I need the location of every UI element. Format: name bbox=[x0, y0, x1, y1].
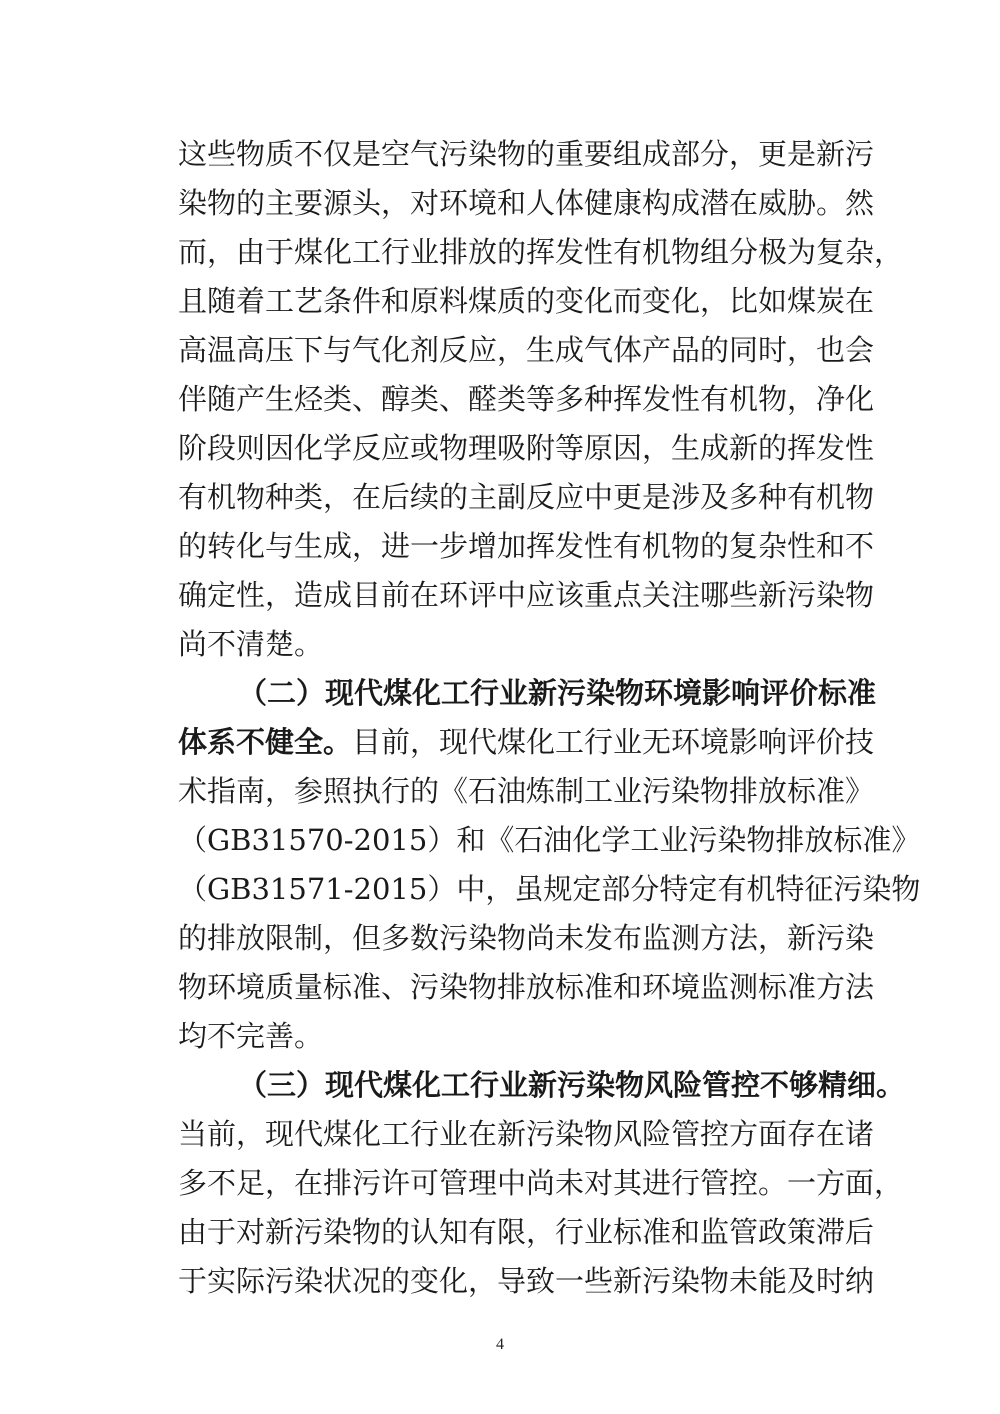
body-line: 多不足，在排污许可管理中尚未对其进行管控。一方面， bbox=[178, 1166, 904, 1200]
section-heading-continued: 体系不健全。 bbox=[178, 725, 353, 759]
body-line: 而，由于煤化工行业排放的挥发性有机物组分极为复杂， bbox=[178, 235, 904, 269]
body-line: （GB31570-2015）和《石油化学工业污染物排放标准》 bbox=[178, 823, 921, 857]
body-line: 阶段则因化学反应或物理吸附等原因，生成新的挥发性 bbox=[178, 431, 875, 465]
body-line: 尚不清楚。 bbox=[178, 627, 324, 661]
body-line: 的排放限制，但多数污染物尚未发布监测方法，新污染 bbox=[178, 921, 875, 955]
body-line: 这些物质不仅是空气污染物的重要组成部分，更是新污 bbox=[178, 137, 875, 171]
body-line: 由于对新污染物的认知有限，行业标准和监管政策滞后 bbox=[178, 1215, 875, 1249]
body-line: 确定性，造成目前在环评中应该重点关注哪些新污染物 bbox=[178, 578, 875, 612]
body-line: 均不完善。 bbox=[178, 1019, 324, 1053]
section-heading: （三）现代煤化工行业新污染物风险管控不够精细。 bbox=[238, 1068, 906, 1102]
body-line bbox=[178, 722, 875, 762]
body-line: 高温高压下与气化剂反应，生成气体产品的同时，也会 bbox=[178, 333, 875, 367]
section-heading: （二）现代煤化工行业新污染物环境影响评价标准 bbox=[238, 676, 877, 710]
body-line: 伴随产生烃类、醇类、醛类等多种挥发性有机物，净化 bbox=[178, 382, 875, 416]
body-line: 的转化与生成，进一步增加挥发性有机物的复杂性和不 bbox=[178, 529, 875, 563]
body-line: 于实际污染状况的变化，导致一些新污染物未能及时纳 bbox=[178, 1264, 875, 1298]
body-line: 术指南，参照执行的《石油炼制工业污染物排放标准》 bbox=[178, 774, 875, 808]
body-line: 有机物种类，在后续的主副反应中更是涉及多种有机物 bbox=[178, 480, 875, 514]
body-line: 物环境质量标准、污染物排放标准和环境监测标准方法 bbox=[178, 970, 875, 1004]
page-number: 4 bbox=[496, 1336, 504, 1353]
body-text: 目前，现代煤化工行业无环境影响评价技 bbox=[352, 725, 875, 759]
body-line: 且随着工艺条件和原料煤质的变化而变化，比如煤炭在 bbox=[178, 284, 875, 318]
body-line: 当前，现代煤化工行业在新污染物风险管控方面存在诸 bbox=[178, 1117, 875, 1151]
body-line: （GB31571-2015）中，虽规定部分特定有机特征污染物 bbox=[178, 872, 921, 906]
body-line: 染物的主要源头，对环境和人体健康构成潜在威胁。然 bbox=[178, 186, 875, 220]
